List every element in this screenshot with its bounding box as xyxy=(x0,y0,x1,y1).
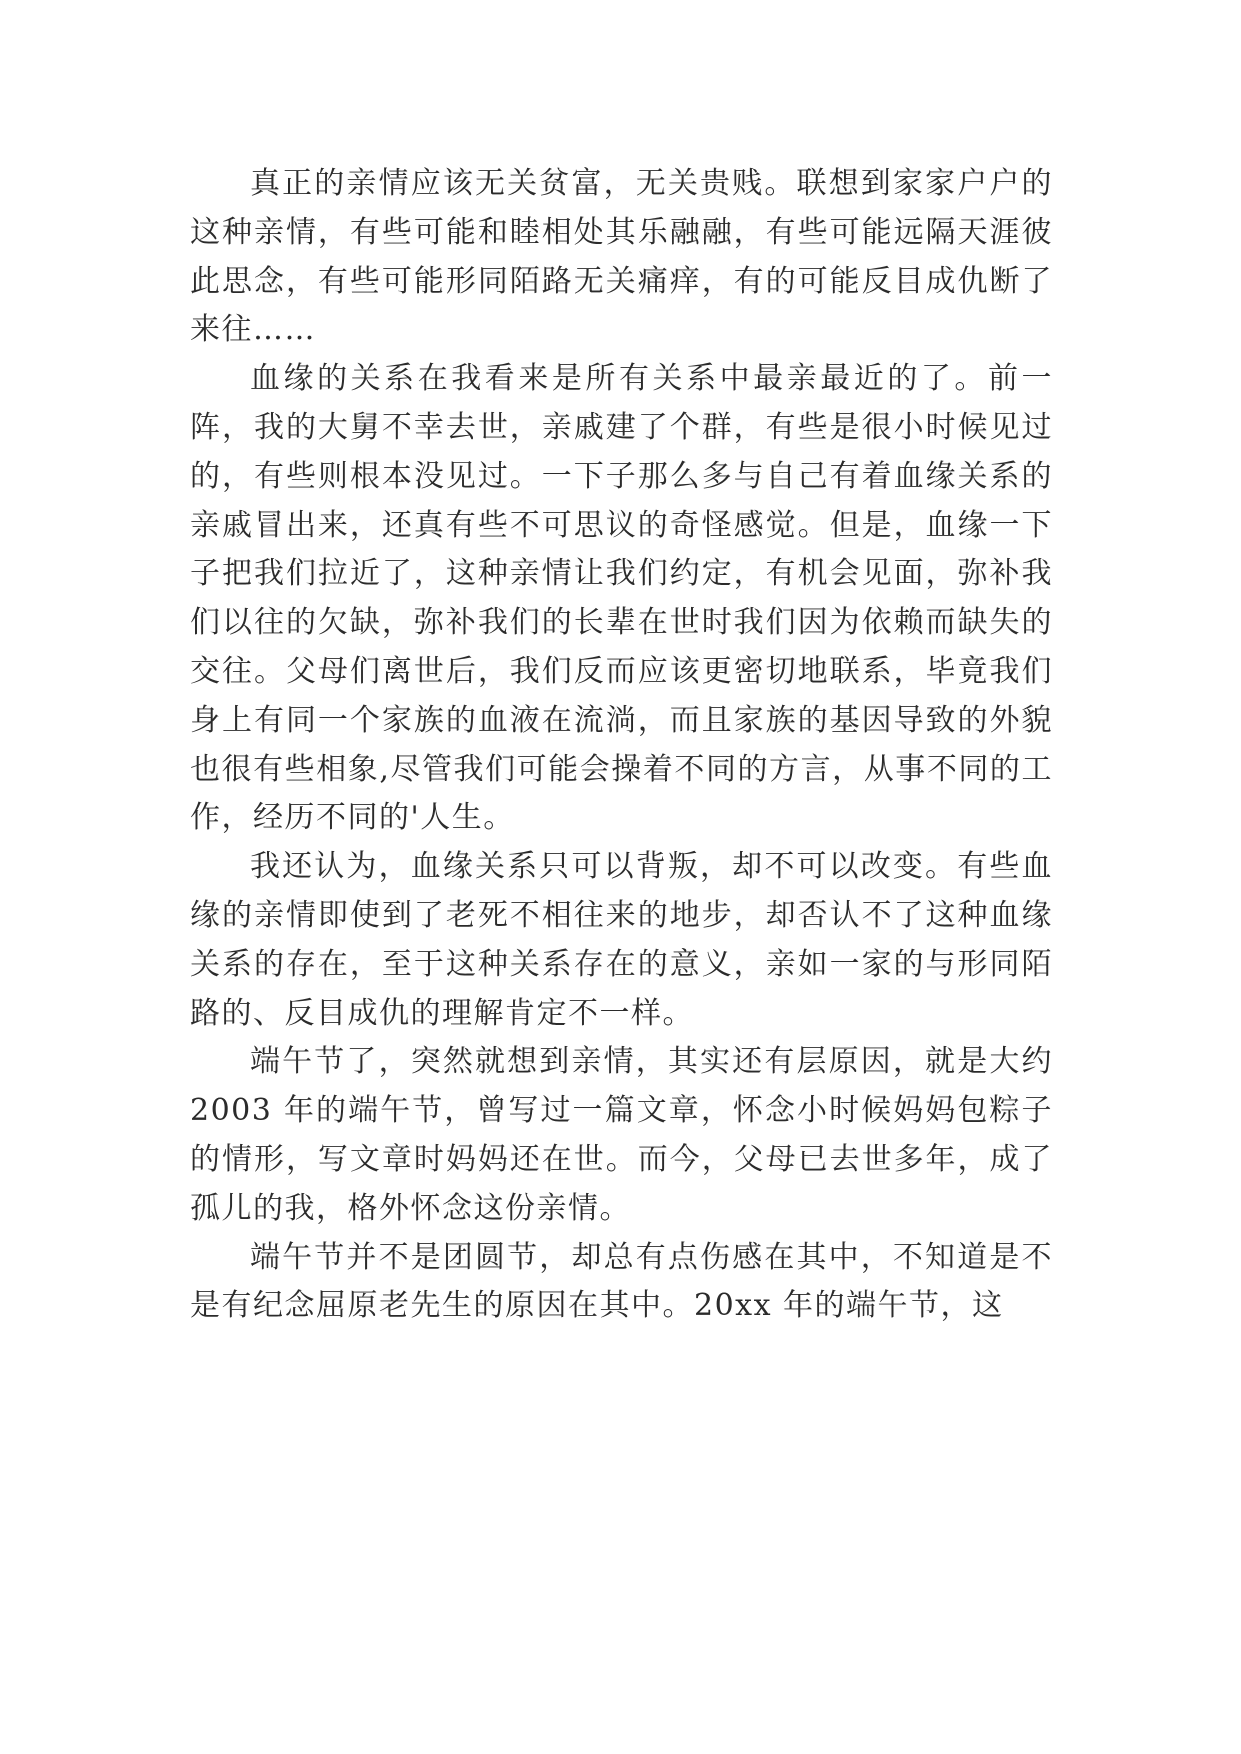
paragraph-3: 我还认为，血缘关系只可以背叛，却不可以改变。有些血缘的亲情即使到了老死不相往来的地步，却否认不了这种血缘关系的存在，至于这种关系存在的意义，亲如一家的与形同陌路的、反目成仇的理解肯定不一样。 xyxy=(190,849,1053,1031)
paragraph-1: 真正的亲情应该无关贫富，无关贵贱。联想到家家户户的这种亲情，有些可能和睦相处其乐融融，有些可能远隔天涯彼此思念，有些可能形同陌路无关痛痒，有的可能反目成仇断了来往…… xyxy=(190,166,1053,348)
document-body xyxy=(190,160,1053,1331)
paragraph-5: 端午节并不是团圆节，却总有点伤感在其中，不知道是不是有纪念屈原老先生的原因在其中。20xx 年的端午节，这 xyxy=(190,1239,1053,1324)
paragraph-4: 端午节了，突然就想到亲情，其实还有层原因，就是大约 2003 年的端午节，曾写过一篇文章，怀念小时候妈妈包粽子的情形，写文章时妈妈还在世。而今，父母已去世多年，成了孤儿的我，格外怀念这份亲情。 xyxy=(190,1044,1053,1226)
paragraph-2: 血缘的关系在我看来是所有关系中最亲最近的了。前一阵，我的大舅不幸去世，亲戚建了个群，有些是很小时候见过的，有些则根本没见过。一下子那么多与自己有着血缘关系的亲戚冒出来，还真有些不可思议的奇怪感觉。但是，血缘一下子把我们拉近了，这种亲情让我们约定，有机会见面，弥补我们以往的欠缺，弥补我们的长辈在世时我们因为依赖而缺失的交往。父母们离世后，我们反而应该更密切地联系，毕竟我们身上有同一个家族的血液在流淌，而且家族的基因导致的外貌也很有些相象,尽管我们可能会操着不同的方言，从事不同的工作，经历不同的'人生。 xyxy=(190,361,1053,836)
